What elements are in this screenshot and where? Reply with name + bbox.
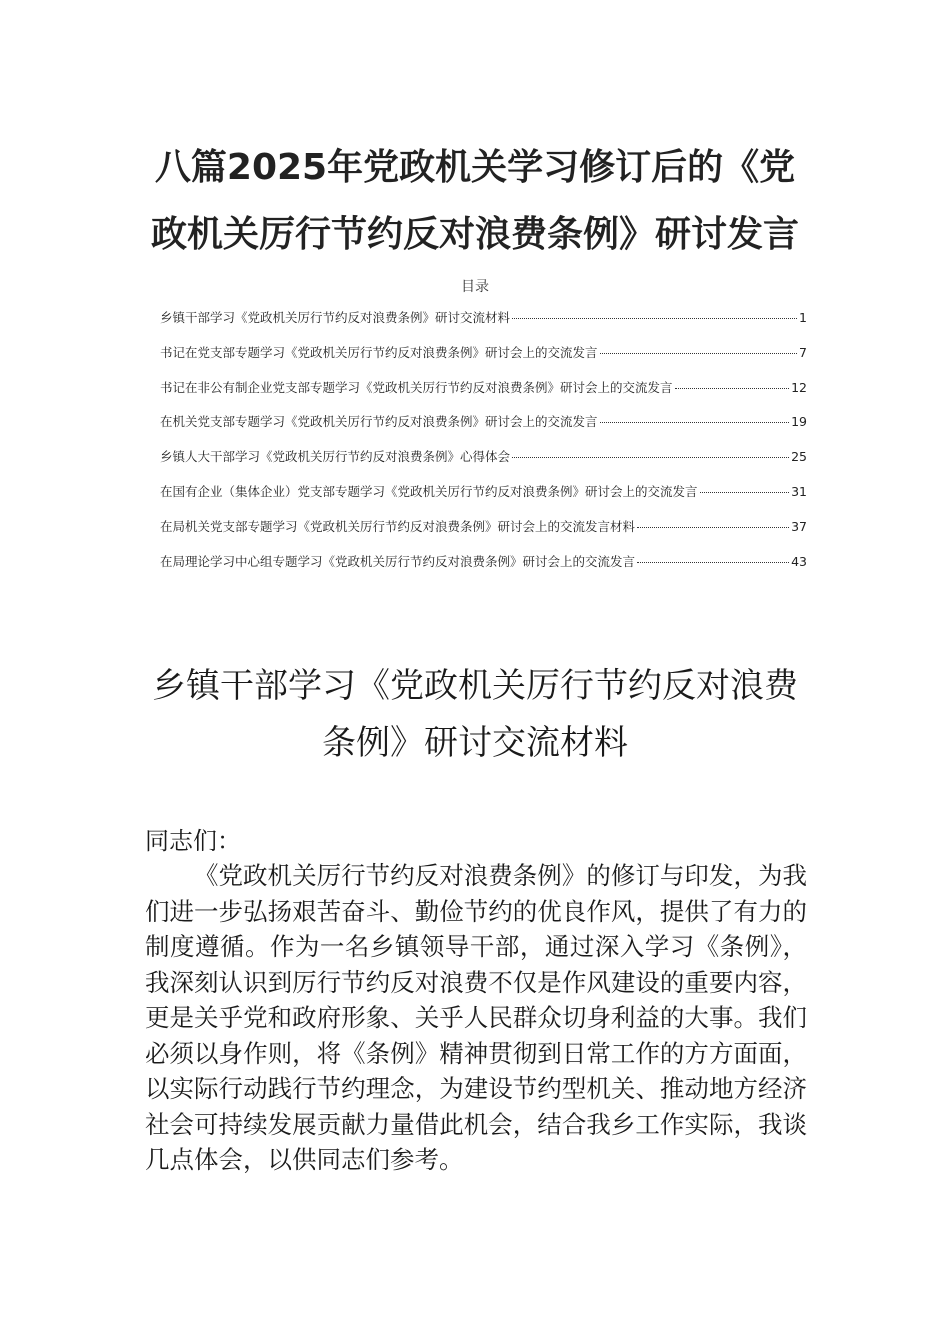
toc-entry-label: 在机关党支部专题学习《党政机关厉行节约反对浪费条例》研讨会上的交流发言 [160, 414, 598, 430]
toc-entry-label: 在局机关党支部专题学习《党政机关厉行节约反对浪费条例》研讨会上的交流发言材料 [160, 518, 636, 534]
table-of-contents [160, 308, 807, 586]
toc-entry-page: 19 [791, 414, 807, 430]
toc-entry-page: 31 [791, 483, 807, 499]
toc-entry[interactable] [160, 308, 807, 343]
toc-entry-label: 乡镇人大干部学习《党政机关厉行节约反对浪费条例》心得体会 [160, 449, 511, 465]
toc-entry-page: 43 [791, 553, 807, 569]
toc-dot-leader [512, 318, 797, 319]
document-title: 八篇2025年党政机关学习修订后的《党政机关厉行节约反对浪费条例》研讨发言 [150, 147, 799, 255]
toc-entry[interactable] [160, 552, 807, 587]
toc-entry[interactable] [160, 378, 807, 413]
toc-entry-page: 37 [791, 518, 807, 534]
toc-dot-leader [600, 422, 790, 423]
toc-dot-leader [637, 562, 789, 563]
salutation: 同志们： [145, 827, 241, 855]
toc-entry-page: 25 [791, 449, 807, 465]
toc-entry[interactable] [160, 482, 807, 517]
toc-entry-label: 书记在非公有制企业党支部专题学习《党政机关厉行节约反对浪费条例》研讨会上的交流发言 [160, 379, 673, 395]
section-title: 乡镇干部学习《党政机关厉行节约反对浪费条例》研讨交流材料 [152, 666, 798, 763]
toc-entry-label: 书记在党支部专题学习《党政机关厉行节约反对浪费条例》研讨会上的交流发言 [160, 344, 598, 360]
toc-entry-label: 乡镇干部学习《党政机关厉行节约反对浪费条例》研讨交流材料 [160, 310, 511, 325]
toc-entry[interactable] [160, 343, 807, 378]
toc-entry-label: 在国有企业（集体企业）党支部专题学习《党政机关厉行节约反对浪费条例》研讨会上的交流发言 [160, 483, 698, 499]
body-paragraph: 《党政机关厉行节约反对浪费条例》的修订与印发，为我们进一步弘扬艰苦奋斗、勤俭节约的优良作风，提供了有力的制度遵循。作为一名乡镇领导干部，通过深入学习《条例》，我深刻认识到厉行节约反对浪费不仅是作风建设的重要内容，更是关乎党和政府形象、关乎人民群众切身利益的大事。我们必须以身作则，将《条例》精神贯彻到日常工作的方方面面，以实际行动践行节约理念，为建设节约型机关、推动地方经济社会可持续发展贡献力量借此机会，结合我乡工作实际，我谈几点体会，以供同志们参考。 [145, 861, 807, 1174]
toc-heading: 目录 [461, 279, 489, 295]
toc-entry[interactable] [160, 447, 807, 482]
toc-entry-page: 12 [791, 379, 807, 395]
toc-entry[interactable] [160, 517, 807, 552]
toc-entry[interactable] [160, 412, 807, 447]
toc-entry-page: 7 [799, 344, 807, 360]
toc-entry-label: 在局理论学习中心组专题学习《党政机关厉行节约反对浪费条例》研讨会上的交流发言 [160, 553, 636, 569]
toc-dot-leader [700, 492, 790, 493]
toc-dot-leader [600, 353, 798, 354]
toc-dot-leader [637, 527, 789, 528]
toc-entry-page: 1 [799, 310, 807, 325]
toc-dot-leader [512, 457, 789, 458]
toc-dot-leader [675, 388, 790, 389]
